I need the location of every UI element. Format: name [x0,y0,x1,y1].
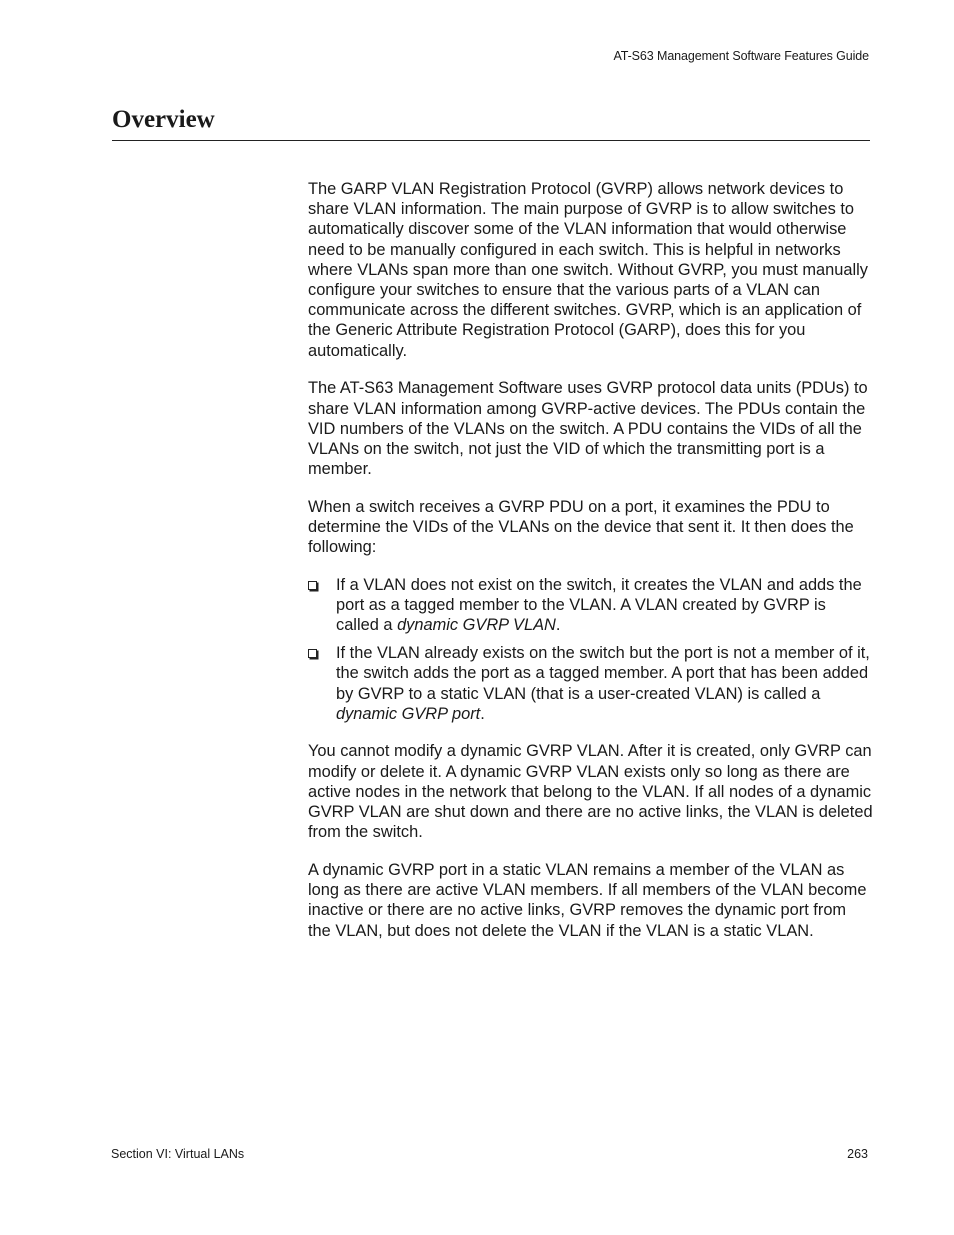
running-header: AT-S63 Management Software Features Guide [613,49,869,63]
bullet-term: dynamic GVRP port [336,704,481,723]
footer-page-number: 263 [847,1147,868,1161]
bullet-item [308,643,873,724]
bullet-term: dynamic GVRP VLAN [397,616,556,635]
title-rule [112,140,870,141]
paragraph-dynamic-port: A dynamic GVRP port in a static VLAN remains a member of the VLAN as long as there are active VLAN members. If all members of the VLAN become inactive or there are no active links, GVRP removes the dynamic port from the VLAN, but does not delete the VLAN if the VLAN is a static VLAN. [308,860,867,940]
paragraph-modify: You cannot modify a dynamic GVRP VLAN. After it is created, only GVRP can modify or delete it. A dynamic GVRP VLAN exists only so long as there are active nodes in the network that belong to the VLAN. If all nodes of a dynamic GVRP VLAN are shut down and there are no active links, the VLAN is deleted from the switch. [308,742,873,842]
body-text [308,179,873,958]
checkbox-bullet-icon [308,581,317,590]
paragraph-gvrp-intro: The GARP VLAN Registration Protocol (GVRP) allows network devices to share VLAN information. The main purpose of GVRP is to allow switches to automatically discover some of the VLAN information that would otherwise need to be manually configured in each switch. This is helpful in networks where VLANs span more than one switch. Without GVRP, you must manually configure your switches to ensure that the various parts of a VLAN can communicate across the different switches. GVRP, which is an application of the Generic Attribute Registration Protocol (GARP), does this for you automatically. [308,180,868,360]
bullet-text: If the VLAN already exists on the switch but the port is not a member of it, the switch adds the port as a tagged member. A port that has been added by GVRP to a static VLAN (that is a user-created VLAN) is called a [336,644,870,703]
bullet-list [308,575,873,724]
footer-section-label: Section VI: Virtual LANs [111,1147,245,1161]
bullet-end: . [555,616,561,635]
bullet-end: . [480,704,485,723]
paragraph-switch-receives: When a switch receives a GVRP PDU on a port, it examines the PDU to determine the VIDs of the VLANs on the device that sent it. It then does the following: [308,497,854,557]
checkbox-bullet-icon [308,649,317,658]
section-title: Overview [112,106,215,133]
bullet-item [308,575,873,636]
paragraph-pdus: The AT-S63 Management Software uses GVRP protocol data units (PDUs) to share VLAN information among GVRP-active devices. The PDUs contain the VID numbers of the VLANs on the switch. A PDU contains the VIDs of all the VLANs on the switch, not just the VID of which the transmitting port is a member. [308,379,868,479]
bullet-text: If a VLAN does not exist on the switch, it creates the VLAN and adds the port as a tagged member to the VLAN. A VLAN created by GVRP is called a [336,575,862,635]
